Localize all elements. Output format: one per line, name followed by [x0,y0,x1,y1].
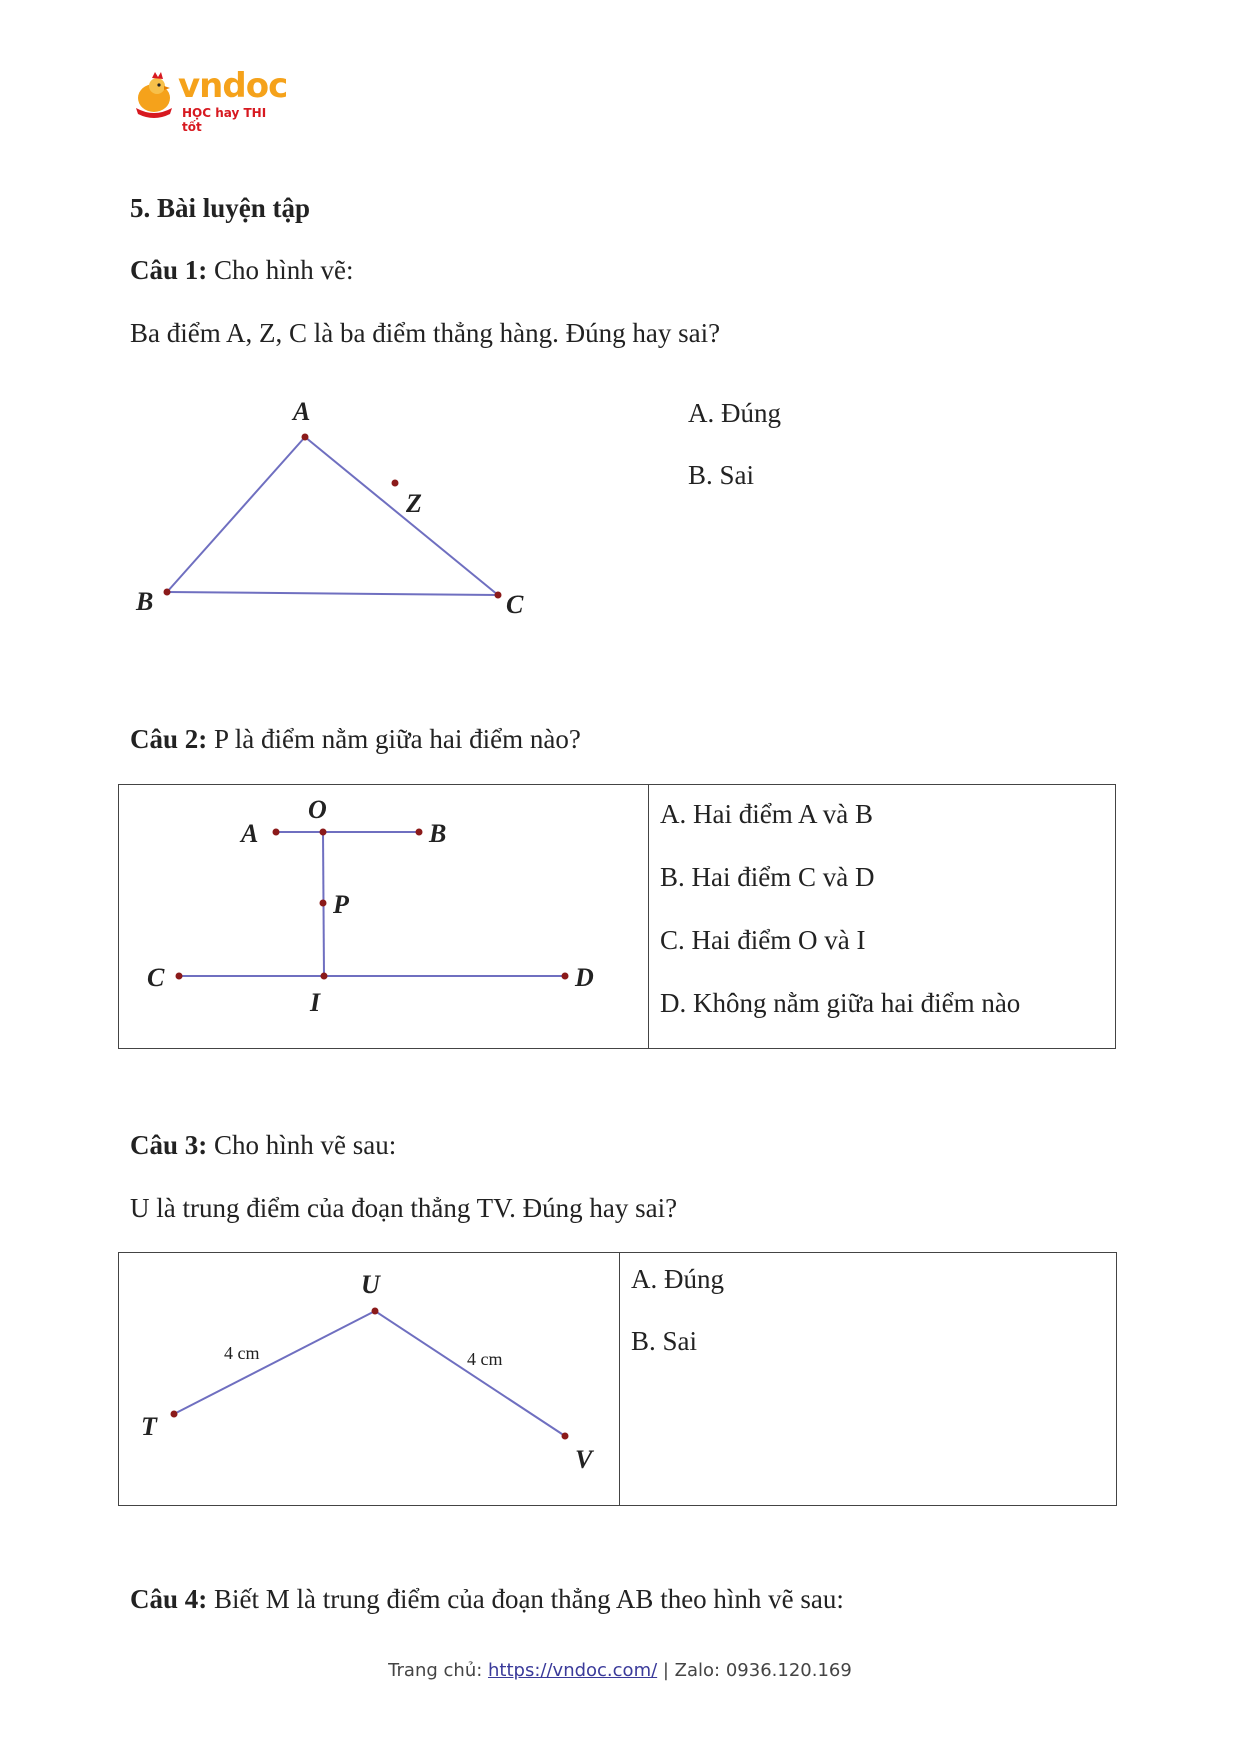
q2-table-divider [648,785,649,1048]
q2-figure [119,785,647,1047]
label-z: Z [406,489,422,518]
label-p: P [333,890,349,919]
logo-slogan: HỌC hay THI tốt [182,106,267,134]
q1-heading [130,255,354,286]
segment-tu [174,1311,375,1414]
length-uv: 4 cm [467,1349,503,1369]
point-a [273,829,280,836]
label-b: B [429,819,447,848]
logo[interactable] [130,66,290,134]
segment-ab [167,437,305,592]
point-z [392,480,399,487]
q1-text: Cho hình vẽ: [214,255,354,285]
footer-suffix: | Zalo: 0936.120.169 [657,1660,852,1681]
q3-prompt: U là trung điểm của đoạn thẳng TV. Đúng hay sai? [130,1193,678,1223]
point-v [562,1433,569,1440]
section-title: 5. Bài luyện tập [130,193,311,223]
logo-word: vndoc [178,66,288,106]
q2-label: Câu 2: [130,724,208,754]
q2-option-b[interactable]: B. Hai điểm C và D [660,862,875,892]
point-b [164,589,171,596]
label-i: I [310,988,321,1017]
length-tu: 4 cm [224,1343,260,1363]
point-c [495,592,502,599]
q1-option-b[interactable]: B. Sai [688,460,755,490]
q3-table-divider [619,1253,620,1505]
q3-option-a[interactable]: A. Đúng [631,1264,724,1294]
label-u: U [361,1270,380,1299]
footer-prefix: Trang chủ: [388,1660,489,1681]
point-b [416,829,423,836]
label-v: V [575,1445,593,1474]
point-a [302,434,309,441]
q3-option-b[interactable]: B. Sai [631,1326,698,1356]
segment-uv [375,1311,565,1436]
q3-heading [130,1130,396,1161]
q4-heading [130,1584,844,1615]
q3-label: Câu 3: [130,1130,208,1160]
q4-label: Câu 4: [130,1584,208,1614]
rooster-mascot-icon [130,70,178,122]
q2-option-c[interactable]: C. Hai điểm O và I [660,925,866,955]
segment-ac [305,437,498,595]
q2-heading [130,724,581,755]
label-a: A [293,397,311,426]
point-u [372,1308,379,1315]
q3-table [118,1252,1117,1506]
q1-option-a[interactable]: A. Đúng [688,398,781,428]
q3-figure [119,1253,619,1505]
q1-figure [120,385,580,625]
q3-text: Cho hình vẽ sau: [214,1130,397,1160]
label-d: D [575,963,594,992]
footer-link[interactable]: https://vndoc.com/ [488,1660,658,1681]
label-a: A [241,819,259,848]
q2-option-a[interactable]: A. Hai điểm A và B [660,799,873,829]
segment-bc [167,592,498,595]
q4-text: Biết M là trung điểm của đoạn thẳng AB theo hình vẽ sau: [214,1584,844,1614]
q2-text: P là điểm nằm giữa hai điểm nào? [214,724,581,754]
point-d [562,973,569,980]
q1-label: Câu 1: [130,255,208,285]
q1-prompt: Ba điểm A, Z, C là ba điểm thẳng hàng. Đúng hay sai? [130,318,721,348]
q2-table [118,784,1116,1049]
point-c [176,973,183,980]
footer [0,1660,1240,1681]
point-p [320,900,327,907]
label-c: C [506,590,524,619]
label-t: T [141,1412,157,1441]
q2-option-d[interactable]: D. Không nằm giữa hai điểm nào [660,988,1021,1018]
label-c: C [147,963,165,992]
label-o: O [308,795,327,824]
label-b: B [136,587,154,616]
point-i [321,973,328,980]
point-o [320,829,327,836]
point-t [171,1411,178,1418]
